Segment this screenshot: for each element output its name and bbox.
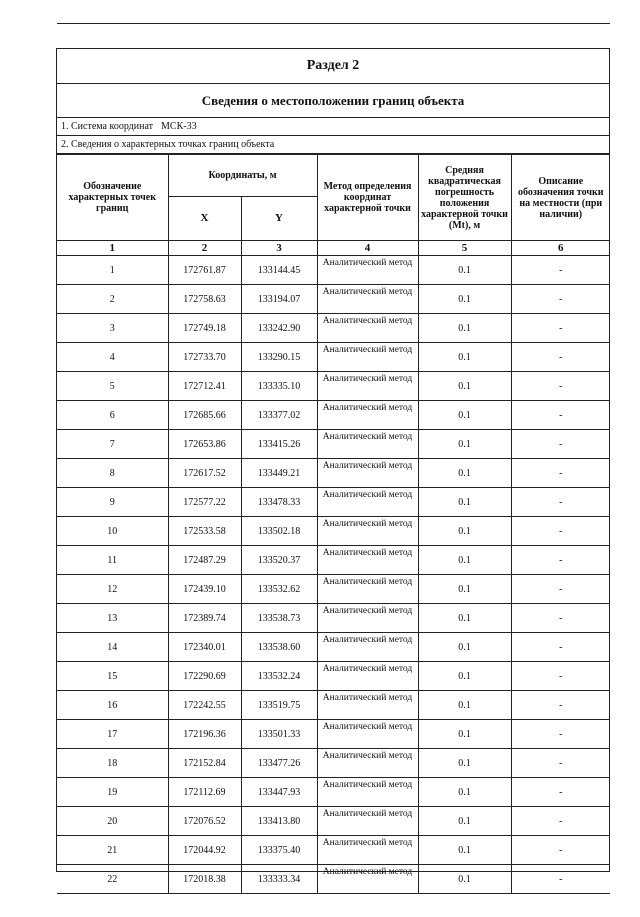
table-row <box>57 807 610 836</box>
method-cell: Аналитический метод <box>317 314 418 343</box>
y-coordinate: 133447.93 <box>241 778 317 807</box>
error-cell: 0.1 <box>418 807 511 836</box>
y-coordinate: 133333.34 <box>241 865 317 894</box>
column-number: 3 <box>241 241 317 256</box>
y-coordinate: 133242.90 <box>241 314 317 343</box>
description-cell: - <box>511 575 610 604</box>
y-coordinate: 133415.26 <box>241 430 317 459</box>
table-row <box>57 372 610 401</box>
point-number: 4 <box>57 343 168 372</box>
table-row <box>57 430 610 459</box>
table-row <box>57 749 610 778</box>
x-coordinate: 172487.29 <box>168 546 241 575</box>
method-cell: Аналитический метод <box>317 836 418 865</box>
table-row <box>57 488 610 517</box>
method-cell: Аналитический метод <box>317 778 418 807</box>
description-cell: - <box>511 546 610 575</box>
x-coordinate: 172439.10 <box>168 575 241 604</box>
method-cell: Аналитический метод <box>317 430 418 459</box>
table-row <box>57 314 610 343</box>
x-coordinate: 172290.69 <box>168 662 241 691</box>
method-cell: Аналитический метод <box>317 575 418 604</box>
table-row <box>57 865 610 894</box>
x-coordinate: 172749.18 <box>168 314 241 343</box>
y-coordinate: 133538.60 <box>241 633 317 662</box>
empty-row <box>57 894 610 917</box>
column-number: 1 <box>57 241 168 256</box>
x-coordinate: 172242.55 <box>168 691 241 720</box>
point-number: 13 <box>57 604 168 633</box>
method-cell: Аналитический метод <box>317 749 418 778</box>
table-row <box>57 836 610 865</box>
method-cell: Аналитический метод <box>317 459 418 488</box>
method-cell: Аналитический метод <box>317 546 418 575</box>
header-x: X <box>168 197 241 241</box>
point-number: 1 <box>57 256 168 285</box>
error-cell: 0.1 <box>418 372 511 401</box>
method-cell: Аналитический метод <box>317 372 418 401</box>
description-cell: - <box>511 285 610 314</box>
description-cell: - <box>511 314 610 343</box>
method-cell: Аналитический метод <box>317 256 418 285</box>
error-cell: 0.1 <box>418 285 511 314</box>
table-row <box>57 662 610 691</box>
description-cell: - <box>511 459 610 488</box>
empty-cell <box>57 894 610 917</box>
method-cell: Аналитический метод <box>317 517 418 546</box>
error-cell: 0.1 <box>418 865 511 894</box>
description-cell: - <box>511 633 610 662</box>
table-row <box>57 517 610 546</box>
header-error: Средняя квадратическая погрешность положения характерной точки (Mt), м <box>418 155 511 241</box>
method-cell: Аналитический метод <box>317 633 418 662</box>
error-cell: 0.1 <box>418 430 511 459</box>
x-coordinate: 172761.87 <box>168 256 241 285</box>
table-row <box>57 343 610 372</box>
x-coordinate: 172018.38 <box>168 865 241 894</box>
coord-system-label: 1. Система координат <box>61 121 153 132</box>
point-number: 2 <box>57 285 168 314</box>
description-cell: - <box>511 372 610 401</box>
table-row <box>57 633 610 662</box>
method-cell: Аналитический метод <box>317 807 418 836</box>
header-description: Описание обозначения точки на местности (при наличии) <box>511 155 610 241</box>
x-coordinate: 172617.52 <box>168 459 241 488</box>
error-cell: 0.1 <box>418 662 511 691</box>
table-row <box>57 778 610 807</box>
point-number: 8 <box>57 459 168 488</box>
y-coordinate: 133194.07 <box>241 285 317 314</box>
y-coordinate: 133290.15 <box>241 343 317 372</box>
description-cell: - <box>511 749 610 778</box>
point-number: 22 <box>57 865 168 894</box>
error-cell: 0.1 <box>418 314 511 343</box>
table-row <box>57 604 610 633</box>
x-coordinate: 172152.84 <box>168 749 241 778</box>
column-number: 6 <box>511 241 610 256</box>
y-coordinate: 133538.73 <box>241 604 317 633</box>
method-cell: Аналитический метод <box>317 720 418 749</box>
method-cell: Аналитический метод <box>317 691 418 720</box>
error-cell: 0.1 <box>418 778 511 807</box>
y-coordinate: 133335.10 <box>241 372 317 401</box>
method-cell: Аналитический метод <box>317 865 418 894</box>
x-coordinate: 172076.52 <box>168 807 241 836</box>
point-number: 3 <box>57 314 168 343</box>
error-cell: 0.1 <box>418 720 511 749</box>
points-table <box>57 154 610 917</box>
point-number: 7 <box>57 430 168 459</box>
point-number: 12 <box>57 575 168 604</box>
description-cell: - <box>511 401 610 430</box>
error-cell: 0.1 <box>418 633 511 662</box>
point-number: 17 <box>57 720 168 749</box>
error-cell: 0.1 <box>418 546 511 575</box>
x-coordinate: 172653.86 <box>168 430 241 459</box>
error-cell: 0.1 <box>418 459 511 488</box>
description-cell: - <box>511 517 610 546</box>
section-subtitle: Сведения о местоположении границ объекта <box>57 84 609 118</box>
point-number: 11 <box>57 546 168 575</box>
method-cell: Аналитический метод <box>317 401 418 430</box>
y-coordinate: 133375.40 <box>241 836 317 865</box>
point-number: 20 <box>57 807 168 836</box>
y-coordinate: 133449.21 <box>241 459 317 488</box>
description-cell: - <box>511 836 610 865</box>
y-coordinate: 133477.26 <box>241 749 317 778</box>
error-cell: 0.1 <box>418 575 511 604</box>
error-cell: 0.1 <box>418 691 511 720</box>
description-cell: - <box>511 430 610 459</box>
column-number: 4 <box>317 241 418 256</box>
table-row <box>57 401 610 430</box>
header-coordinates: Координаты, м <box>168 155 317 197</box>
coord-system-value: МСК-33 <box>161 121 197 132</box>
point-number: 10 <box>57 517 168 546</box>
point-number: 21 <box>57 836 168 865</box>
table-row <box>57 691 610 720</box>
table-row <box>57 285 610 314</box>
error-cell: 0.1 <box>418 836 511 865</box>
y-coordinate: 133532.62 <box>241 575 317 604</box>
method-cell: Аналитический метод <box>317 285 418 314</box>
header-method: Метод определения координат характерной точки <box>317 155 418 241</box>
table-row <box>57 256 610 285</box>
description-cell: - <box>511 865 610 894</box>
y-coordinate: 133144.45 <box>241 256 317 285</box>
method-cell: Аналитический метод <box>317 343 418 372</box>
table-row <box>57 459 610 488</box>
x-coordinate: 172196.36 <box>168 720 241 749</box>
x-coordinate: 172758.63 <box>168 285 241 314</box>
point-number: 18 <box>57 749 168 778</box>
y-coordinate: 133520.37 <box>241 546 317 575</box>
y-coordinate: 133502.18 <box>241 517 317 546</box>
description-cell: - <box>511 343 610 372</box>
error-cell: 0.1 <box>418 488 511 517</box>
description-cell: - <box>511 807 610 836</box>
table-row <box>57 546 610 575</box>
header-y: Y <box>241 197 317 241</box>
point-number: 14 <box>57 633 168 662</box>
section-title: Раздел 2 <box>57 49 609 84</box>
y-coordinate: 133501.33 <box>241 720 317 749</box>
x-coordinate: 172712.41 <box>168 372 241 401</box>
point-number: 6 <box>57 401 168 430</box>
points-table-body <box>57 256 610 894</box>
description-cell: - <box>511 778 610 807</box>
x-coordinate: 172685.66 <box>168 401 241 430</box>
column-number: 5 <box>418 241 511 256</box>
y-coordinate: 133413.80 <box>241 807 317 836</box>
x-coordinate: 172112.69 <box>168 778 241 807</box>
y-coordinate: 133532.24 <box>241 662 317 691</box>
error-cell: 0.1 <box>418 604 511 633</box>
x-coordinate: 172340.01 <box>168 633 241 662</box>
description-cell: - <box>511 488 610 517</box>
y-coordinate: 133519.75 <box>241 691 317 720</box>
error-cell: 0.1 <box>418 749 511 778</box>
x-coordinate: 172577.22 <box>168 488 241 517</box>
header-row <box>57 155 610 197</box>
error-cell: 0.1 <box>418 256 511 285</box>
x-coordinate: 172733.70 <box>168 343 241 372</box>
description-cell: - <box>511 691 610 720</box>
header-designation: Обозначение характерных точек границ <box>57 155 168 241</box>
error-cell: 0.1 <box>418 343 511 372</box>
method-cell: Аналитический метод <box>317 488 418 517</box>
x-coordinate: 172389.74 <box>168 604 241 633</box>
description-cell: - <box>511 604 610 633</box>
point-number: 15 <box>57 662 168 691</box>
top-rule <box>57 23 610 24</box>
table-row <box>57 720 610 749</box>
description-cell: - <box>511 256 610 285</box>
points-label: 2. Сведения о характерных точках границ объекта <box>57 136 609 154</box>
coord-system-line <box>57 118 609 136</box>
description-cell: - <box>511 720 610 749</box>
y-coordinate: 133478.33 <box>241 488 317 517</box>
point-number: 19 <box>57 778 168 807</box>
point-number: 5 <box>57 372 168 401</box>
table-row <box>57 575 610 604</box>
point-number: 9 <box>57 488 168 517</box>
y-coordinate: 133377.02 <box>241 401 317 430</box>
error-cell: 0.1 <box>418 517 511 546</box>
method-cell: Аналитический метод <box>317 604 418 633</box>
error-cell: 0.1 <box>418 401 511 430</box>
x-coordinate: 172044.92 <box>168 836 241 865</box>
x-coordinate: 172533.58 <box>168 517 241 546</box>
method-cell: Аналитический метод <box>317 662 418 691</box>
description-cell: - <box>511 662 610 691</box>
column-number-row <box>57 241 610 256</box>
column-number: 2 <box>168 241 241 256</box>
point-number: 16 <box>57 691 168 720</box>
document-frame <box>56 48 610 872</box>
